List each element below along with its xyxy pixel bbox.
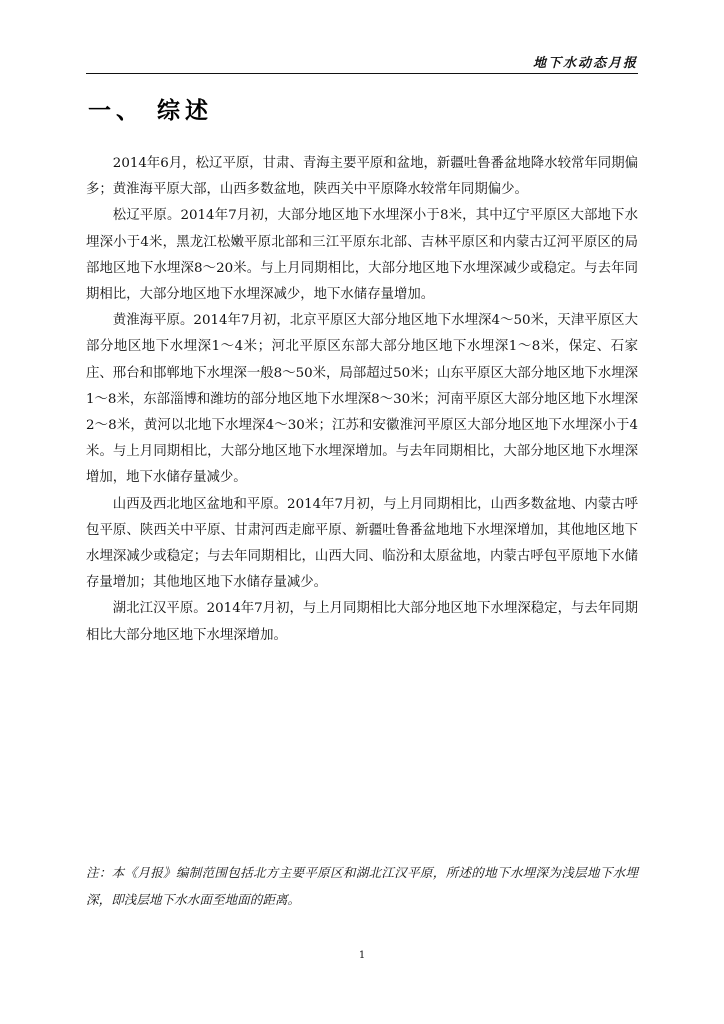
paragraph-huanghuaihai: 黄淮海平原。2014年7月初，北京平原区大部分地区地下水埋深4～50米，天津平原区大部分地区地下水埋深1～4米；河北平原区东部大部分地区地下水埋深1～8米，保定、石家庄、邢台和邯郸地下水埋深一般8～50米，局部超过50米；山东平原区大部分地区地下水埋深1～8米，东部淄博和潍坊的部分地区地下水埋深8～30米；河南平原区大部分地区地下水埋深2～8米，黄河以北地下水埋深4～30米；江苏和安徽淮河平原区大部分地区地下水埋深小于4米。与上月同期相比，大部分地区地下水埋深增加。与去年同期相比，大部分地区地下水埋深增加，地下水储存量减少。 [86,313,638,486]
paragraph-shanxi-northwest: 山西及西北地区盆地和平原。2014年7月初，与上月同期相比，山西多数盆地、内蒙古呼包平原、陕西关中平原、甘肃河西走廊平原、新疆吐鲁番盆地地下水埋深增加，其他地区地下水埋深减少或稳定；与去年同期相比，山西大同、临汾和太原盆地，内蒙古呼包平原地下水储存量增加；其他地区地下水储存量减少。 [86,496,638,591]
footnote: 注：本《月报》编制范围包括北方主要平原区和湖北江汉平原，所述的地下水埋深为浅层地下水埋深，即浅层地下水水面至地面的距离。 [86,865,638,907]
summary-body [86,151,638,649]
header-divider [86,73,638,74]
paragraph-overview: 2014年6月，松辽平原，甘肃、青海主要平原和盆地，新疆吐鲁番盆地降水较常年同期偏多；黄淮海平原大部，山西多数盆地，陕西关中平原降水较常年同期偏少。 [86,156,638,198]
report-header-title: 地下水动态月报 [532,56,638,71]
page-number: 1 [358,950,366,961]
paragraph-songliao: 松辽平原。2014年7月初，大部分地区地下水埋深小于8米，其中辽宁平原区大部地下水埋深小于4米，黑龙江松嫩平原北部和三江平原东北部、吉林平原区和内蒙古辽河平原区的局部地区地下水埋深8～20米。与上月同期相比，大部分地区地下水埋深减少或稳定。与去年同期相比，大部分地区地下水埋深减少，地下水储存量增加。 [86,208,638,303]
section-heading: 一、 综述 [88,98,214,124]
paragraph-jianghan: 湖北江汉平原。2014年7月初，与上月同期相比大部分地区地下水埋深稳定，与去年同期相比大部分地区地下水埋深增加。 [86,601,638,643]
